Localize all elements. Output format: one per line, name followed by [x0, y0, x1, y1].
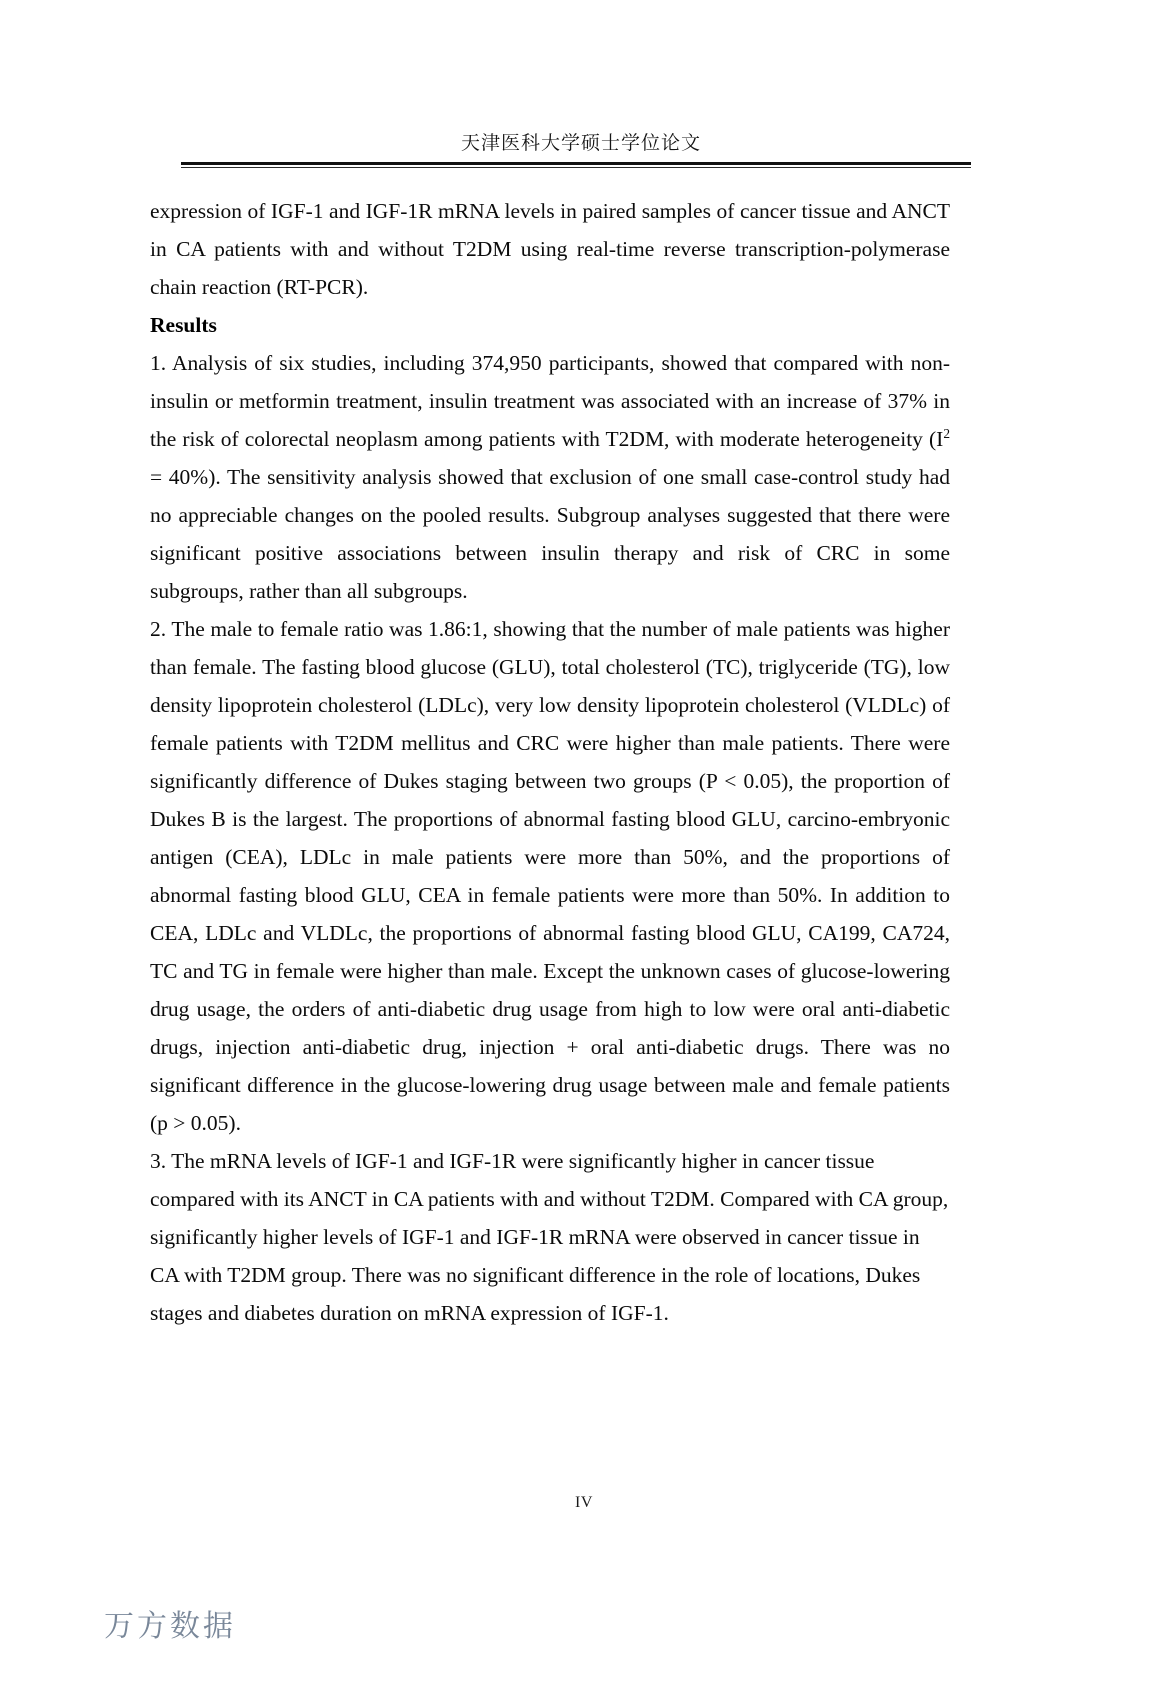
page-body — [150, 192, 950, 1332]
header-rule-thin — [181, 167, 971, 168]
header-rule-thick — [181, 162, 971, 165]
result-1-text-a: 1. Analysis of six studies, including 374,950 participants, showed that compared with non-insulin or metformin treatment, insulin treatment was associated with an increase of 37% in the risk of colorectal neoplasm among patients with T2DM, with moderate heterogeneity (I — [150, 351, 950, 451]
page-header — [0, 132, 1152, 168]
page-number: IV — [575, 1494, 593, 1511]
results-heading: Results — [150, 313, 217, 337]
wanfang-data-watermark: 万方数据 — [104, 1609, 236, 1644]
intro-paragraph: expression of IGF-1 and IGF-1R mRNA levels in paired samples of cancer tissue and ANCT in CA patients with and without T2DM using real-time reverse transcription-polymerase chain reaction (RT-PCR). — [150, 199, 950, 299]
result-1-text-b: = 40%). The sensitivity analysis showed that exclusion of one small case-control study had no appreciable changes on the pooled results. Subgroup analyses suggested that there were significant positive associations between insulin therapy and risk of CRC in some subgroups, rather than all subgroups. — [150, 465, 950, 603]
i-squared-superscript: 2 — [943, 425, 950, 441]
header-divider — [181, 162, 971, 168]
result-item-1 — [150, 344, 950, 610]
result-item-3: 3. The mRNA levels of IGF-1 and IGF-1R were significantly higher in cancer tissue compared with its ANCT in CA patients with and without T2DM. Compared with CA group, significantly higher levels of IGF-1 and IGF-1R mRNA were observed in cancer tissue in CA with T2DM group. There was no significant difference in the role of locations, Dukes stages and diabetes duration on mRNA expression of IGF-1. — [150, 1149, 949, 1325]
result-item-2: 2. The male to female ratio was 1.86:1, showing that the number of male patients was higher than female. The fasting blood glucose (GLU), total cholesterol (TC), triglyceride (TG), low density lipoprotein cholesterol (LDLc), very low density lipoprotein cholesterol (VLDLc) of female patients with T2DM mellitus and CRC were higher than male patients. There were significantly difference of Dukes staging between two groups (P < 0.05), the proportion of Dukes B is the largest. The proportions of abnormal fasting blood GLU, carcino-embryonic antigen (CEA), LDLc in male patients were more than 50%, and the proportions of abnormal fasting blood GLU, CEA in female patients were more than 50%. In addition to CEA, LDLc and VLDLc, the proportions of abnormal fasting blood GLU, CA199, CA724, TC and TG in female were higher than male. Except the unknown cases of glucose-lowering drug usage, the orders of anti-diabetic drug usage from high to low were oral anti-diabetic drugs, injection anti-diabetic drug, injection + oral anti-diabetic drugs. There was no significant difference in the glucose-lowering drug usage between male and female patients (p > 0.05). — [150, 617, 950, 1135]
header-title: 天津医科大学硕士学位论文 — [460, 132, 701, 154]
